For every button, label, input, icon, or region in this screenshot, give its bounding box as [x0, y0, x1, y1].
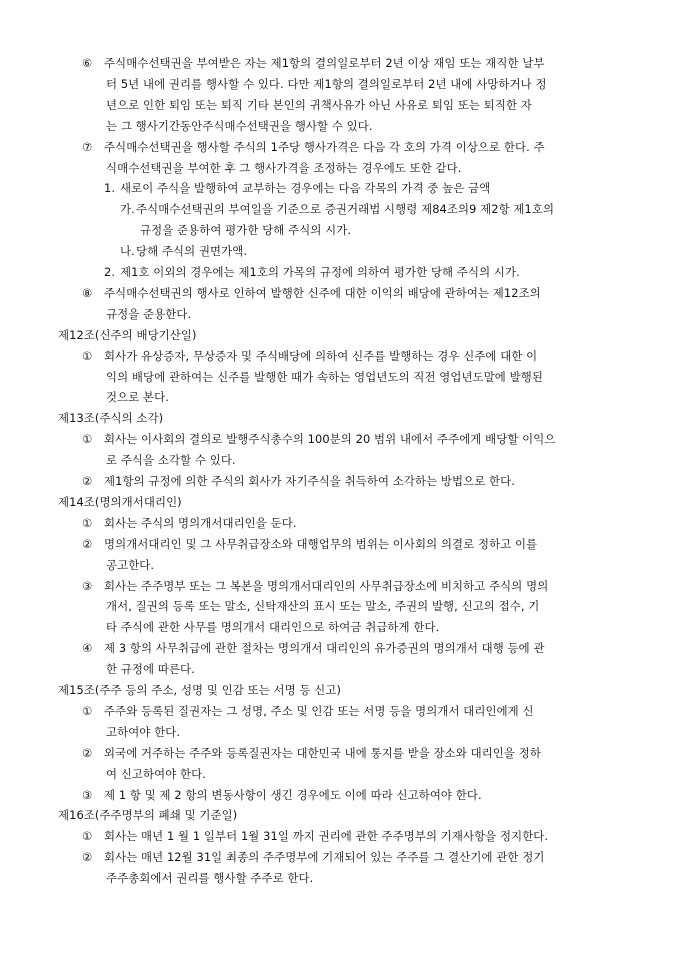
clause-text: 공고한다.	[106, 557, 155, 572]
clause-text: 식매수선택권을 부여한 후 그 행사가격을 조정하는 경우에도 또한 같다.	[106, 160, 462, 175]
clause-marker: ②	[82, 474, 93, 488]
clause-line	[82, 850, 544, 864]
clause-continuation	[106, 370, 543, 384]
clause-continuation	[106, 599, 539, 613]
clause-text: 익의 배당에 관하여는 신주를 발행한 때가 속하는 영업년도의 직전 영업년도말에 발행된	[106, 369, 543, 384]
clause-text: 외국에 거주하는 주주와 등록질권자는 대한민국 내에 통지를 받을 장소와 대리인을 정하	[104, 745, 541, 760]
clause-text: 개서, 질권의 등록 또는 말소, 신탁재산의 표시 또는 말소, 주권의 발행, 신고의 접수, 기	[106, 599, 540, 614]
clause-continuation	[106, 662, 195, 676]
clause-continuation	[106, 725, 180, 739]
clause-marker: ②	[82, 536, 93, 551]
clause-line	[82, 788, 482, 802]
clause-marker: ⑦	[82, 139, 93, 154]
clause-line	[82, 641, 545, 655]
clause-continuation	[106, 77, 547, 91]
article-heading: 제13조(주식의 소각)	[58, 411, 164, 426]
clause-text: 제 1 항 및 제 2 항의 변동사항이 생긴 경우에도 이에 따라 신고하여야 한다.	[104, 787, 482, 802]
clause-text: 주식매수선택권의 행사로 인하여 발행한 신주에 대한 이익의 배당에 관하여는 제12조의	[104, 285, 541, 300]
article-heading: 제12조(신주의 배당기산일)	[58, 327, 197, 342]
clause-marker: ⑥	[82, 56, 93, 70]
clause-line	[104, 265, 520, 279]
clause-continuation	[106, 871, 313, 885]
clause-continuation	[140, 223, 351, 237]
clause-line	[82, 746, 541, 760]
clause-text: 주식매수선택권을 행사할 주식의 1주당 행사가격은 다음 각 호의 가격 이상으로 한다. 주	[104, 139, 545, 154]
clause-text: 년으로 인한 퇴임 또는 퇴직 기타 본인의 귀책사유가 아닌 사유로 퇴임 또는 퇴직한 자	[106, 97, 532, 112]
clause-marker: 나.	[120, 244, 135, 259]
clause-text: 주주총회에서 권리를 행사할 주주로 한다.	[106, 871, 314, 886]
clause-line	[82, 537, 537, 551]
clause-text: 고하여야 한다.	[106, 724, 181, 739]
clause-marker: ①	[82, 515, 93, 530]
clause-marker: ③	[82, 787, 93, 802]
clause-text: 것으로 본다.	[106, 390, 169, 405]
clause-marker: ④	[82, 641, 93, 656]
clause-continuation	[106, 620, 439, 634]
clause-marker: ①	[82, 348, 93, 363]
clause-text: 제 3 항의 사무취급에 관한 절차는 명의개서 대리인의 유가증권의 명의개서 대행 등에 관	[104, 641, 545, 656]
clause-continuation	[106, 558, 154, 572]
clause-text: 여 신고하여야 한다.	[106, 766, 206, 781]
clause-text: 타 주식에 관한 사무를 명의개서 대리인으로 하여금 취급하게 한다.	[106, 620, 440, 635]
clause-marker: ②	[82, 745, 93, 760]
clause-text: 한 규정에 따른다.	[106, 662, 195, 677]
clause-continuation	[106, 390, 169, 404]
clause-marker: ③	[82, 578, 93, 593]
clause-text: 회사는 주주명부 또는 그 복본을 명의개서대리인의 사무취급장소에 비치하고 주식의 명의	[104, 578, 549, 593]
clause-text: 규정을 준용하여 평가한 당해 주식의 시가.	[140, 223, 352, 238]
clause-line	[82, 704, 534, 718]
clause-continuation	[106, 767, 206, 781]
clause-text: 는 그 행사기간동안주식매수선택권을 행사할 수 있다.	[106, 118, 373, 133]
clause-continuation	[106, 307, 191, 321]
clause-continuation	[106, 98, 532, 112]
clause-continuation	[106, 119, 373, 133]
clause-text: 제1호 이외의 경우에는 제1호의 가목의 규정에 의하여 평가한 당해 주식의 시가.	[120, 265, 520, 279]
clause-marker: ⑧	[82, 285, 93, 300]
clause-text: 주식매수선택권을 부여받은 자는 제1항의 결의일로부터 2년 이상 재임 또는 재직한 날부	[104, 56, 545, 70]
clause-continuation	[106, 161, 462, 175]
clause-line	[82, 474, 515, 488]
clause-marker: 가.	[120, 202, 135, 217]
clause-text: 로 주식을 소각할 수 있다.	[106, 453, 236, 468]
clause-line	[82, 349, 537, 363]
clause-text: 회사는 매년 1 월 1 일부터 1월 31일 까지 권리에 관한 주주명부의 기재사항을 정지한다.	[104, 829, 549, 844]
clause-continuation	[106, 453, 236, 467]
clause-marker: 1.	[104, 181, 116, 196]
clause-marker: ①	[82, 703, 93, 718]
clause-marker: ②	[82, 850, 93, 865]
clause-line	[82, 432, 555, 446]
clause-line	[82, 56, 545, 70]
clause-text: 새로이 주식을 발행하여 교부하는 경우에는 다음 각목의 가격 중 높은 금액	[120, 181, 491, 196]
clause-text: 주주와 등록된 질권자는 그 성명, 주소 및 인감 또는 서명 등을 명의개서 대리인에게 신	[104, 703, 534, 718]
clause-text: 회사는 주식의 명의개서대리인을 둔다.	[104, 515, 297, 530]
clause-text: 회사는 이사회의 결의로 발행주식총수의 100분의 20 범위 내에서 주주에게 배당할 이익으	[104, 432, 556, 447]
clause-text: 회사는 매년 12월 31일 최종의 주주명부에 기재되어 있는 주주를 그 결산기에 관한 정기	[104, 850, 545, 865]
clause-line	[82, 579, 548, 593]
clause-line	[120, 244, 247, 258]
clause-text: 당해 주식의 권면가액.	[136, 244, 248, 259]
clause-line	[120, 202, 554, 216]
clause-text: 회사가 유상증자, 무상증자 및 주식배당에 의하여 신주를 발행하는 경우 신주에 대한 이	[104, 348, 538, 363]
article-heading: 제15조(주주 등의 주소, 성명 및 인감 또는 서명 등 신고)	[58, 683, 342, 697]
clause-text: 제1항의 규정에 의한 주식의 회사가 자기주식을 취득하여 소각하는 방법으로 한다.	[104, 474, 515, 488]
article-heading: 제16조(주주명부의 폐쇄 및 기준일)	[58, 808, 238, 823]
clause-text: 규정을 준용한다.	[106, 306, 192, 321]
clause-line	[82, 516, 297, 530]
clause-marker: ①	[82, 829, 93, 844]
clause-marker: ①	[82, 432, 93, 447]
clause-marker: 2.	[104, 265, 116, 279]
clause-text: 주식매수선택권의 부여일을 기준으로 증권거래법 시행령 제84조의9 제2항 제1호의	[136, 202, 555, 217]
clause-text: 명의개서대리인 및 그 사무취급장소와 대행업무의 범위는 이사회의 의결로 정하고 이를	[104, 536, 538, 551]
clause-line	[82, 286, 541, 300]
clause-line	[104, 181, 490, 195]
clause-line	[82, 829, 548, 843]
clause-line	[82, 140, 545, 154]
clause-text: 터 5년 내에 권리를 행사할 수 있다. 다만 제1항의 결의일로부터 2년 내에 사망하거나 정	[106, 76, 547, 91]
article-heading: 제14조(명의개서대리인)	[58, 494, 182, 509]
